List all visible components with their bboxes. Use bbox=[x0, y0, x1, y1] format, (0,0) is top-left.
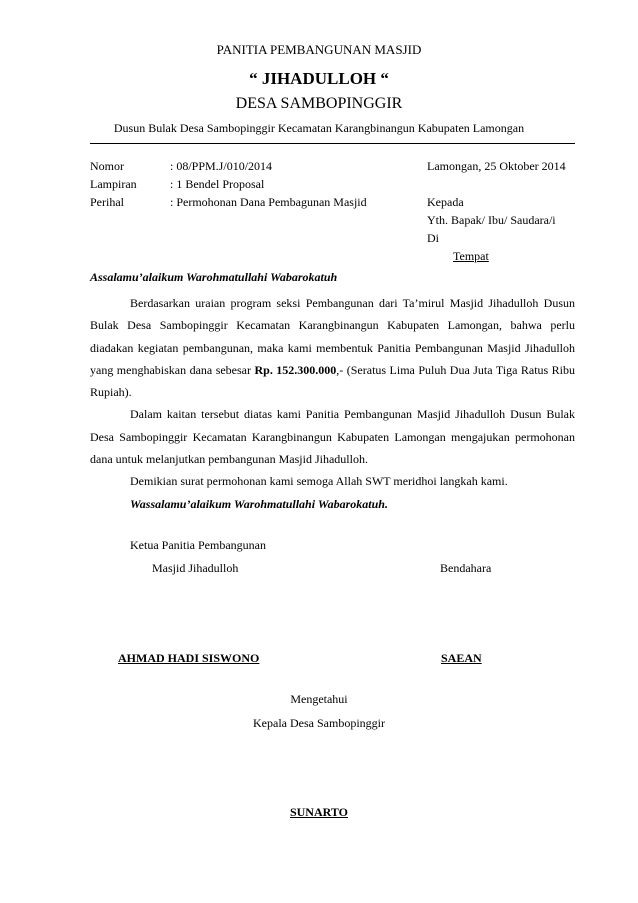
p1-start: Berdasarkan uraian program seksi Pembangunan dari Ta’mirul Masjid Jihadulloh Dusun Bulak Desa Sambopinggir Kecamatan Karangbinangun Kabupaten Lamongan, bahwa perlu diadakan kegiatan pembangunan, maka kami membentuk Panitia Pembangunan Masjid Jihadulloh yang menghabiskan dana sebesar bbox=[90, 296, 575, 377]
acknowledge-label: Mengetahui bbox=[290, 692, 348, 706]
place-date: Lamongan, 25 Oktober 2014 bbox=[427, 159, 566, 173]
greeting: Assalamu’alaikum Warohmatullahi Wabarokatuh bbox=[90, 270, 338, 284]
mosque-name: “ JIHADULLOH “ bbox=[249, 69, 389, 88]
di-label: Di bbox=[427, 231, 439, 245]
header-divider bbox=[90, 143, 575, 144]
perihal-value: : Permohonan Dana Pembagunan Masjid bbox=[170, 195, 367, 209]
p1-amount: Rp. 152.300.000 bbox=[254, 362, 337, 377]
village-head-title: Kepala Desa Sambopinggir bbox=[253, 716, 385, 730]
letter-body bbox=[90, 292, 575, 515]
kepada-label: Kepada bbox=[427, 195, 464, 209]
treasurer-title: Bendahara bbox=[440, 561, 492, 575]
village-head-name: SUNARTO bbox=[289, 805, 349, 819]
paragraph-3: Demikian surat permohonan kami semoga Allah SWT meridhoi langkah kami. bbox=[130, 474, 508, 489]
treasurer-name: SAEAN bbox=[441, 651, 482, 665]
committee-title: PANITIA PEMBANGUNAN MASJID bbox=[216, 42, 422, 57]
lampiran-value: : 1 Bendel Proposal bbox=[170, 177, 265, 191]
chair-title-2: Masjid Jihadulloh bbox=[152, 561, 239, 575]
nomor-value: : 08/PPM.J/010/2014 bbox=[170, 159, 273, 173]
p1-end: ,- (Seratus Lima Puluh Dua Juta Tiga Ratus Ribu Rupiah). bbox=[90, 362, 576, 400]
paragraph-1 bbox=[90, 292, 575, 403]
paragraph-2: Dalam kaitan tersebut diatas kami Panitia Pembangunan Masjid Jihadulloh Dusun Bulak Desa Sambopinggir Kecamatan Karangbinangun Kabupaten Lamongan mengajukan permohonan dana untuk melanjutkan pembangunan Masjid Jihadulloh. bbox=[90, 407, 575, 467]
chair-name: AHMAD HADI SISWONO bbox=[118, 651, 260, 665]
address-line: Dusun Bulak Desa Sambopinggir Kecamatan Karangbinangun Kabupaten Lamongan bbox=[113, 121, 525, 135]
closing-greeting: Wassalamu’alaikum Warohmatullahi Wabarokatuh. bbox=[130, 496, 388, 511]
perihal-label: Perihal bbox=[90, 195, 124, 209]
village-name: DESA SAMBOPINGGIR bbox=[235, 95, 403, 112]
tempat-label: Tempat bbox=[453, 249, 489, 263]
nomor-label: Nomor bbox=[90, 159, 124, 173]
chair-title-1: Ketua Panitia Pembangunan bbox=[130, 538, 266, 552]
recipient: Yth. Bapak/ Ibu/ Saudara/i bbox=[427, 213, 556, 227]
lampiran-label: Lampiran bbox=[90, 177, 137, 191]
